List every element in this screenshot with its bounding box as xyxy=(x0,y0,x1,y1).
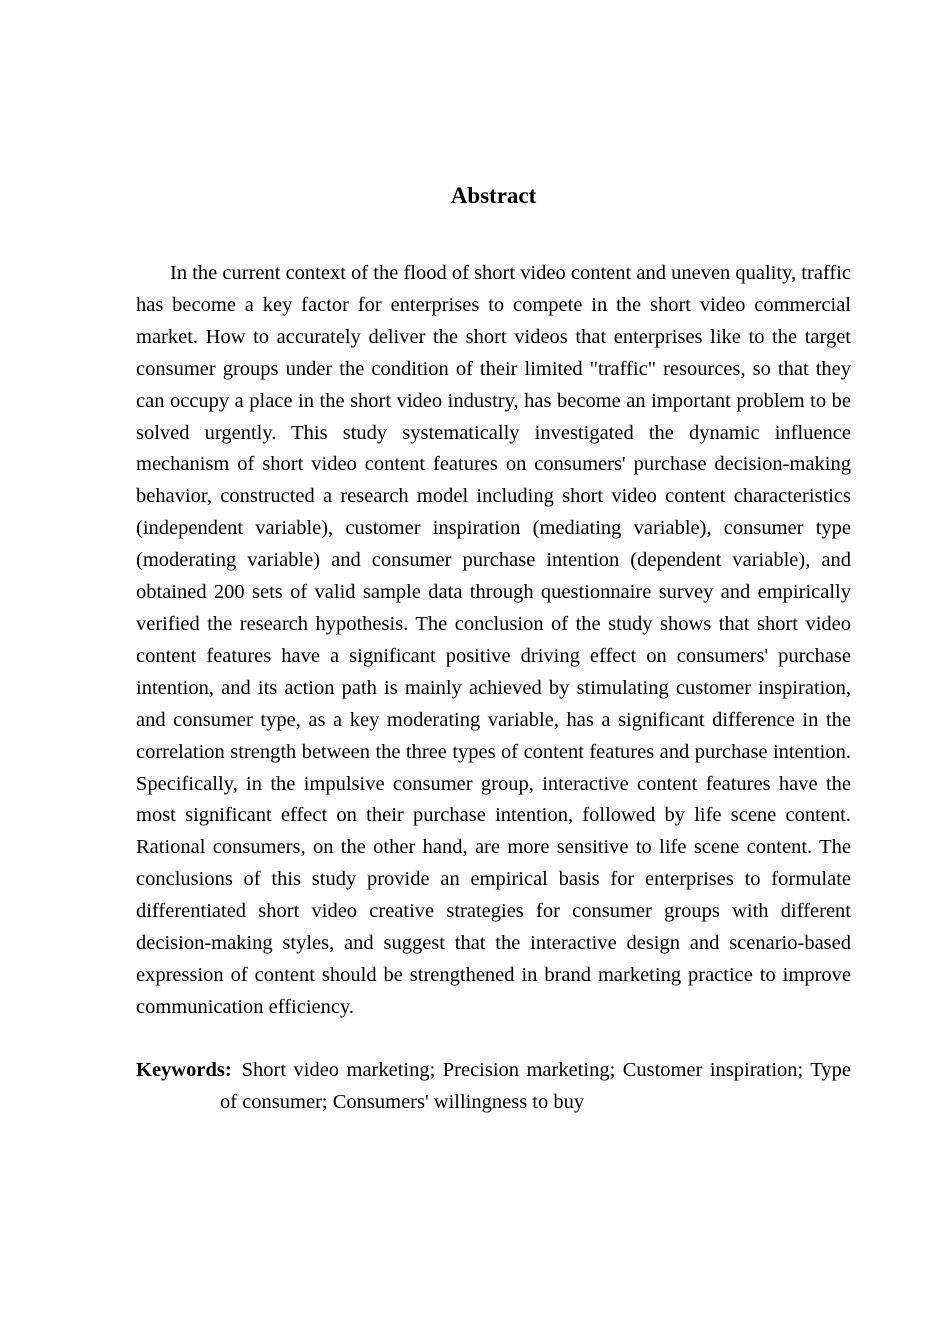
keywords-paragraph xyxy=(136,1054,851,1118)
keywords-label: Keywords: xyxy=(136,1058,232,1081)
abstract-body: In the current context of the flood of short video content and uneven quality, traffic has become a key factor for enterprises to compete in the short video commercial market. How to accurately deliver the short videos that enterprises like to the target consumer groups under the condition of their limited "traffic" resources, so that they can occupy a place in the short video industry, has become an important problem to be solved urgently. This study systematically investigated the dynamic influence mechanism of short video content features on consumers' purchase decision-making behavior, constructed a research model including short video content characteristics (independent variable), customer inspiration (mediating variable), consumer type (moderating variable) and consumer purchase intention (dependent variable), and obtained 200 sets of valid sample data through questionnaire survey and empirically verified the research hypothesis. The conclusion of the study shows that short video content features have a significant positive driving effect on consumers' purchase intention, and its action path is mainly achieved by stimulating customer inspiration, and consumer type, as a key moderating variable, has a significant difference in the correlation strength between the three types of content features and purchase intention. Specifically, in the impulsive consumer group, interactive content features have the most significant effect on their purchase intention, followed by life scene content. Rational consumers, on the other hand, are more sensitive to life scene content. The conclusions of this study provide an empirical basis for enterprises to formulate differentiated short video creative strategies for consumer groups with different decision-making styles, and suggest that the interactive design and scenario-based expression of content should be strengthened in brand marketing practice to improve communication efficiency. xyxy=(136,262,851,1018)
keywords-text: Short video marketing; Precision marketing; Customer inspiration; Type of consumer; Consumers' willingness to buy xyxy=(220,1058,851,1113)
abstract-page xyxy=(136,178,851,1118)
abstract-title: Abstract xyxy=(450,183,537,208)
